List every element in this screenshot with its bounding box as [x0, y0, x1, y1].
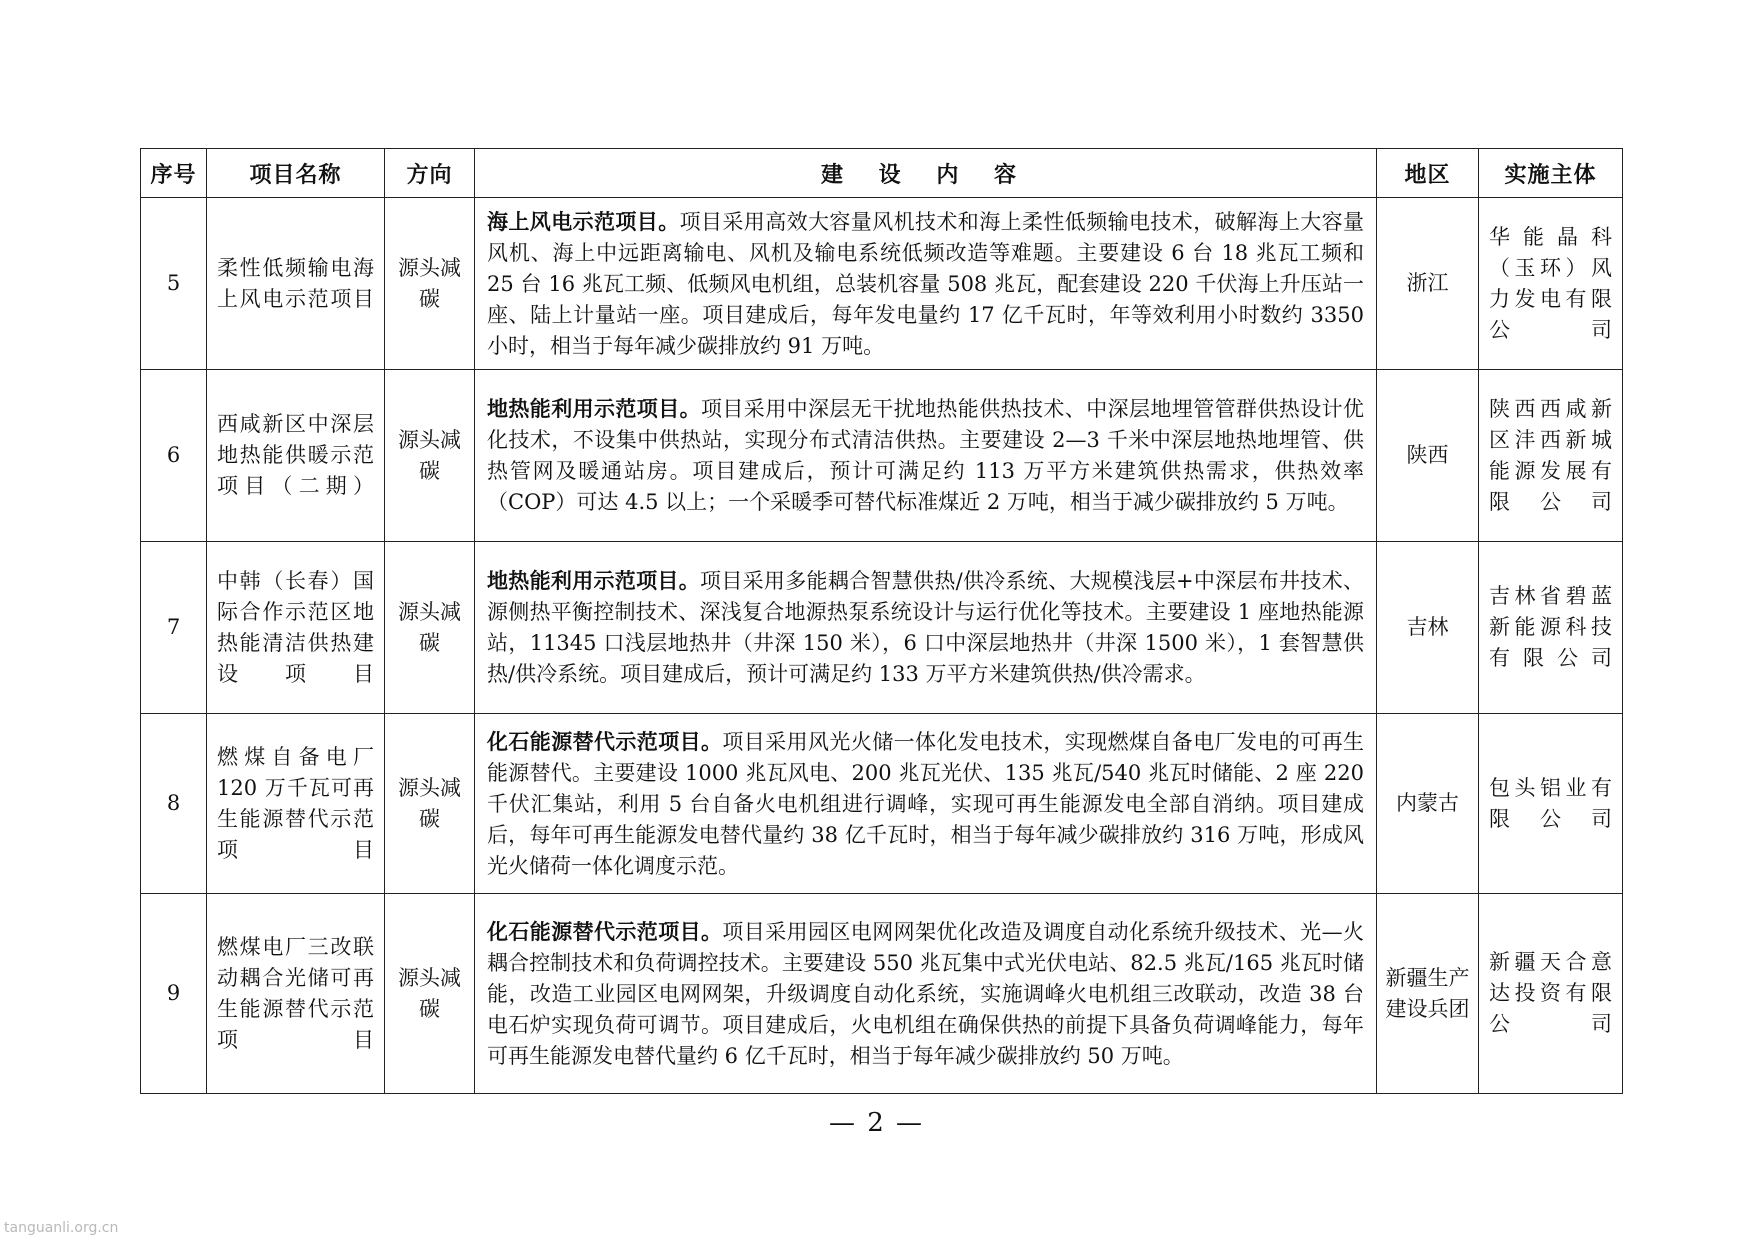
cell-region: 陕西 [1377, 370, 1479, 542]
cell-seq: 6 [141, 370, 207, 542]
cell-name: 西咸新区中深层地热能供暖示范项目（二期） [207, 370, 385, 542]
content-body: 项目采用风光火储一体化发电技术，实现燃煤自备电厂发电的可再生能源替代。主要建设 1000 兆瓦风电、200 兆瓦光伏、135 兆瓦/540 兆瓦时储能、2 座 220 千伏汇集站，利用 5 台自备火电机组进行调峰，实现可再生能源发电全部自消纳。项目建成后，每年可再生能源发电替代量约 38 亿千瓦时，相当于每年减少碳排放约 316 万吨，形成风光火储荷一体化调度示范。 [487, 729, 1365, 878]
header-org: 实施主体 [1479, 149, 1623, 198]
cell-region: 内蒙古 [1377, 714, 1479, 894]
table-row [141, 198, 1623, 370]
header-content: 建 设 内 容 [475, 149, 1377, 198]
cell-content [475, 542, 1377, 714]
cell-name: 燃煤电厂三改联动耦合光储可再生能源替代示范项目 [207, 894, 385, 1094]
content-body: 项目采用中深层无干扰地热能供热技术、中深层地埋管管群供热设计优化技术，不设集中供热站，实现分布式清洁供热。主要建设 2—3 千米中深层地热地埋管、供热管网及暖通站房。项目建成后，预计可满足约 113 万平方米建筑供热需求，供热效率（COP）可达 4.5 以上；一个采暖季可替代标准煤近 2 万吨，相当于减少碳排放约 5 万吨。 [487, 397, 1364, 514]
table-header [141, 149, 1623, 198]
cell-direction: 源头减碳 [385, 198, 475, 370]
cell-seq: 5 [141, 198, 207, 370]
content-lead: 地热能利用示范项目。 [487, 568, 701, 593]
cell-org: 新疆天合意达投资有限公司 [1479, 894, 1623, 1094]
content-lead: 化石能源替代示范项目。 [487, 728, 723, 754]
table-row [141, 370, 1623, 542]
cell-org: 陕西西咸新区沣西新城能源发展有限公司 [1479, 370, 1623, 542]
cell-content [475, 714, 1377, 894]
cell-content [475, 198, 1377, 370]
cell-content [475, 894, 1377, 1094]
header-seq: 序号 [141, 149, 207, 198]
page-number: — 2 — [828, 1108, 925, 1138]
cell-region: 吉林 [1377, 542, 1479, 714]
table-row [141, 542, 1623, 714]
watermark: tanguanli.org.cn [4, 1220, 119, 1236]
content-lead: 化石能源替代示范项目。 [487, 918, 723, 944]
header-direction: 方向 [385, 149, 475, 198]
cell-seq: 9 [141, 894, 207, 1094]
cell-org: 包头铝业有限公司 [1479, 714, 1623, 894]
cell-region: 新疆生产建设兵团 [1377, 894, 1479, 1094]
cell-region: 浙江 [1377, 198, 1479, 370]
content-body: 项目采用多能耦合智慧供热/供冷系统、大规模浅层+中深层布井技术、源侧热平衡控制技术、深浅复合地源热泵系统设计与运行优化等技术。主要建设 1 座地热能源站，11345 口浅层地热井（井深 150 米），6 口中深层地热井（井深 1500 米），1 套智慧供热/供冷系统。项目建成后，预计可满足约 133 万平方米建筑供热/供冷需求。 [487, 569, 1365, 686]
cell-org: 华能晶科（玉环）风力发电有限公司 [1479, 198, 1623, 370]
cell-name: 柔性低频输电海上风电示范项目 [207, 198, 385, 370]
cell-org: 吉林省碧蓝新能源科技有限公司 [1479, 542, 1623, 714]
cell-name: 中韩（长春）国际合作示范区地热能清洁供热建设项目 [207, 542, 385, 714]
cell-seq: 8 [141, 714, 207, 894]
table-row [141, 714, 1623, 894]
table-row [141, 894, 1623, 1094]
cell-direction: 源头减碳 [385, 714, 475, 894]
cell-seq: 7 [141, 542, 207, 714]
cell-direction: 源头减碳 [385, 894, 475, 1094]
cell-name: 燃煤自备电厂 120 万千瓦可再生能源替代示范项目 [207, 714, 385, 894]
content-lead: 海上风电示范项目。 [487, 208, 680, 234]
content-lead: 地热能利用示范项目。 [487, 396, 701, 421]
header-name: 项目名称 [207, 149, 385, 198]
cell-direction: 源头减碳 [385, 542, 475, 714]
cell-direction: 源头减碳 [385, 370, 475, 542]
projects-table [140, 148, 1623, 1094]
header-region: 地区 [1377, 149, 1479, 198]
cell-content [475, 370, 1377, 542]
content-body: 项目采用园区电网网架优化改造及调度自动化系统升级技术、光—火耦合控制技术和负荷调控技术。主要建设 550 兆瓦集中式光伏电站、82.5 兆瓦/165 兆瓦时储能，改造工业园区电网网架，升级调度自动化系统，实施调峰火电机组三改联动，改造 38 台电石炉实现负荷可调节。项目建成后，火电机组在确保供热的前提下具备负荷调峰能力，每年可再生能源发电替代量约 6 亿千瓦时，相当于每年减少碳排放约 50 万吨。 [487, 919, 1365, 1068]
content-body: 项目采用高效大容量风机技术和海上柔性低频输电技术，破解海上大容量风机、海上中远距离输电、风机及输电系统低频改造等难题。主要建设 6 台 18 兆瓦工频和 25 台 16 兆瓦工频、低频风电机组，总装机容量 508 兆瓦，配套建设 220 千伏海上升压站一座、陆上计量站一座。项目建成后，每年发电量约 17 亿千瓦时，年等效利用小时数约 3350 小时，相当于每年减少碳排放约 91 万吨。 [487, 209, 1365, 358]
